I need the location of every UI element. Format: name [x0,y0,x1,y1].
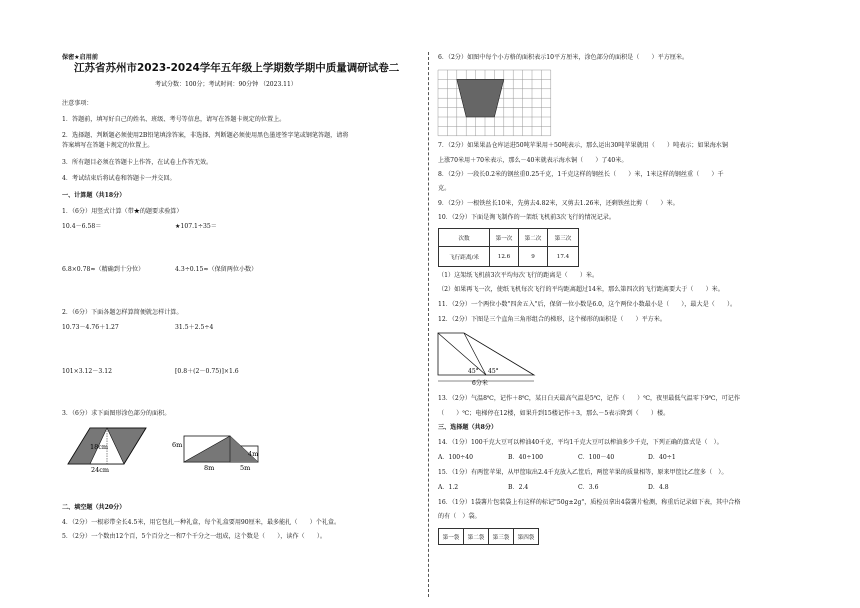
table-header-cell: 第一袋 [439,529,464,545]
question-14: 14．（1分）100千克大豆可以榨油40千克，平均1千克大豆可以榨油多少千克，下列正确的算式是（ ）。 [438,439,723,446]
angle-label: 45° [488,368,499,375]
page-title: 江苏省苏州市2023-2024学年五年级上学期数学期中质量调研试卷二 [74,62,400,74]
secret-label: 保密★启用前 [62,54,98,61]
q15-option: D．4.8 [648,484,669,491]
note-item: 1．答题前，填写好自己的姓名、班级、考号等信息，请写在答题卡规定的位置上。 [62,116,286,123]
question-10-part1: （1）这架纸飞机前3次平均每次飞行的距离是（ ）米。 [438,272,599,279]
table-header-cell: 次数 [439,229,490,247]
base-length-label: 6分米 [472,380,488,387]
q14-option: A．100÷40 [438,454,473,461]
q15-option: A．1.2 [438,484,459,491]
question-15: 15．（1分）有两筐苹果，从甲筐取出2.4千克放入乙筐后，两筐苹果的质量相等，原来甲筐比乙筐多（ ）。 [438,469,728,476]
note-item: 4．考试结束后将试卷和答题卡一并交回。 [62,175,176,182]
table-cell: 17.4 [548,247,579,267]
question-7-line1: 7．（2分）如果果品仓库运进50吨苹果用＋50吨表示，那么运出30吨苹果就用（ ）吨表示；如果海水铜 [438,142,728,149]
table-cell: 12.6 [490,247,519,267]
fig2-base2-label: 5m [240,464,251,472]
table-header-cell: 第二次 [519,229,548,247]
table-row-label: 飞行距离/米 [439,247,490,267]
column-divider [428,52,429,597]
q1-item-d: 4.3÷0.15≈（保留两位小数） [175,266,258,273]
q14-option: B．40÷100 [508,454,544,461]
q1-item-a: 10.4－6.58＝ [62,223,102,230]
question-9: 9．（2分）一根铁丝长10米，先剪去4.82米，又剪去1.26米，还剩铁丝比剪（ ）米。 [438,200,679,207]
q2-item-d: [0.8＋(2－0.75)]×1.6 [175,368,239,375]
q2-item-b: 31.5＋2.5÷4 [175,324,214,331]
question-8-line2: 克。 [438,185,451,192]
note-item: 3．所有题目必须在答题卡上作答，在试卷上作答无效。 [62,159,213,166]
fig1-base-label: 24cm [91,466,110,474]
question-10-part2: （2）如果再飞一次，使纸飞机每次飞行的平均距离超过14米，那么第四次的飞行距离要大于（ ）米。 [438,286,724,293]
question-13-line1: 13．（2分）气温8℃，记作＋8℃，某日白天最高气温是5℃，记作（ ）℃，夜里最低气温零下9℃，可记作 [438,395,740,402]
angle-label: 45° [468,368,479,375]
note-item: 2．选择题、判断题必须使用2B铅笔填涂答案，非选择、判断题必须使用黑色墨迹签字笔或钢笔答题，请将 [62,132,349,139]
section-heading: 三、选择题（共8分） [438,424,498,431]
q1-item-c: 6.8×0.78≈（精确到十分位） [62,266,145,273]
question-11: 11．（2分）一个两位小数"四舍五入"后，保留一位小数是6.0，这个两位小数最小是（ ），最大是（ ）。 [438,301,737,308]
section-heading: 二、填空题（共20分） [62,504,126,511]
figure-parallelogram [68,426,158,474]
table-header-cell: 第一次 [490,229,519,247]
question-2: 2．（6分）下面各题怎样算简便就怎样计算。 [62,309,183,316]
q14-option: D．40÷1 [648,454,676,461]
question-1: 1．（6分）用竖式计算（带★的题要求验算） [62,208,183,215]
figure-rectangles [172,432,264,472]
table-header-cell: 第三次 [548,229,579,247]
q14-option: C．100－40 [578,454,615,461]
q2-item-a: 10.73－4.76＋1.27 [62,324,119,331]
exam-info: 考试分数：100分；考试时间：90分钟 （2023.11） [155,81,297,88]
question-8-line1: 8．（2分）一段长0.2米的钢丝重0.25千克，1千克这样的钢丝长（ ）米，1米这样的钢丝重（ ）千 [438,171,724,178]
fig2-side-label: 4m [248,450,259,458]
section-heading: 一、计算题（共18分） [62,192,126,199]
question-5: 5．（2分）一个数由12个百，5个百分之一和7个千分之一组成，这个数是（ ），读作（ ）。 [62,533,326,540]
question-6: 6．（2分）如图中每个小方格的面积表示10平方厘米，涂色部分的面积是（ ）平方厘米。 [438,54,689,61]
question-16-line2: 的有（ ）袋。 [438,513,481,520]
question-10: 10．（2分）下面是淘飞制作的一架纸飞机前3次飞行的情况记录。 [438,214,615,221]
q2-item-c: 101×3.12－3.12 [62,368,112,375]
question-7-line2: 上涨70米用＋70米表示，那么－40米就表示海水铜（ ）了40米。 [438,157,628,164]
table-cell: 9 [519,247,548,267]
fig2-base1-label: 8m [204,464,215,472]
q15-option: C．3.6 [578,484,599,491]
question-4: 4．（2分）一根彩带全长4.5米，用它包扎一种礼盒，每个礼盒要用90厘米，最多能扎（ ）个礼盒。 [62,519,341,526]
bag-table [438,528,539,545]
flight-table [438,228,579,267]
question-13-line2: （ ）℃；电梯停在12楼，如果升到15楼记作＋3，那么－5表示降到（ ）楼。 [438,410,670,417]
fig1-height-label: 18cm [90,443,109,451]
q15-option: B．2.4 [508,484,529,491]
table-header-cell: 第二袋 [464,529,489,545]
figure-grid [438,70,558,140]
figure-trapezoid [438,331,538,389]
table-header-cell: 第四袋 [514,529,539,545]
fig2-height-label: 6m [172,441,183,449]
table-header-cell: 第三袋 [489,529,514,545]
question-16-line1: 16．（1分）1袋薯片包装袋上有这样的标记"50g±2g"，质检员拿出4袋薯片检测，称重后记录如下表，其中合格 [438,499,741,506]
q1-item-b: ★107.1÷35＝ [175,223,217,230]
shaded-trapezoid [457,79,504,117]
note-item: 答案填写在答题卡规定的位置上。 [62,142,154,149]
notes-heading: 注意事项： [62,100,93,107]
question-3: 3．（6分）求下面图形涂色部分的面积。 [62,410,171,417]
question-12: 12．（2分）下图是三个直角三角形组合的梯形，这个梯形的面积是（ ）平方米。 [438,316,666,323]
